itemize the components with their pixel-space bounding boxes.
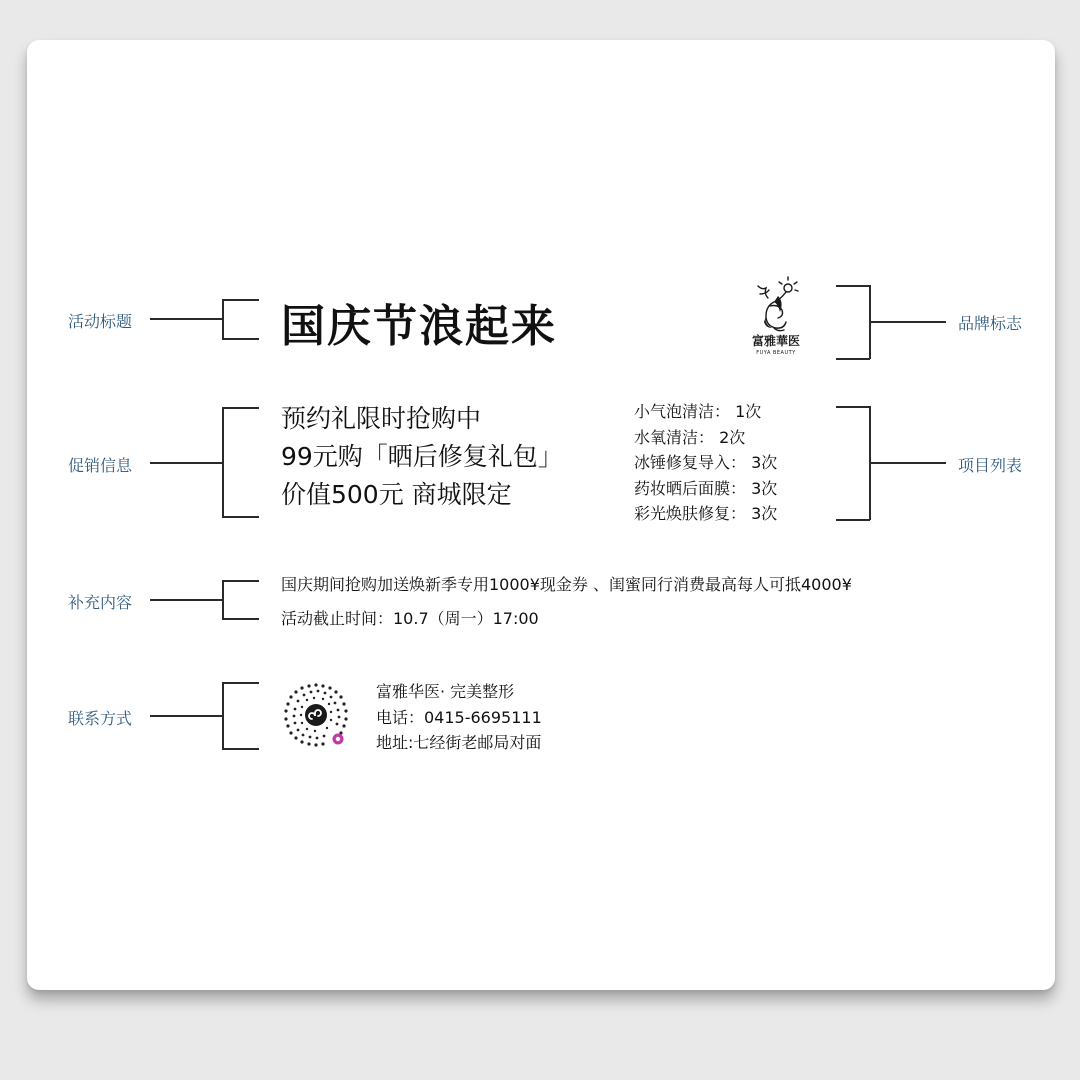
annotation-supplement: 补充内容	[68, 593, 133, 612]
promo-line: 预约礼限时抢购中	[281, 404, 482, 433]
brand-name: 富雅華医	[751, 334, 800, 348]
item-list-entry: 药妆晒后面膜： 3次	[634, 478, 778, 498]
brand-subtitle: FUYA BEAUTY	[756, 350, 796, 356]
promo-line: 99元购「晒后修复礼包」	[281, 442, 563, 471]
brand-emblem-icon	[748, 276, 804, 334]
annotation-activity-title: 活动标题	[68, 312, 133, 331]
promo-info	[281, 400, 563, 514]
annotation-promo-info: 促销信息	[68, 456, 133, 475]
item-list-entry: 彩光焕肤修复： 3次	[634, 504, 778, 523]
contact-address: 地址:七经街老邮局对面	[376, 733, 542, 752]
item-list	[634, 399, 777, 527]
item-list-entry: 冰锤修复导入： 3次	[634, 453, 778, 472]
item-list-entry: 小气泡清洁： 1次	[634, 402, 762, 421]
item-list-entry: 水氧清洁： 2次	[634, 427, 746, 447]
annotation-contact: 联系方式	[68, 709, 133, 728]
activity-title: 国庆节浪起来	[281, 301, 557, 352]
brand-logo	[748, 276, 804, 366]
contact-info	[376, 679, 542, 756]
supplement-line-1: 国庆期间抢购加送焕新季专用1000¥现金券 、闺蜜同行消费最高每人可抵4000¥	[281, 575, 852, 594]
contact-name: 富雅华医· 完美整形	[376, 682, 515, 701]
contact-phone[interactable]: 电话：0415-6695111	[376, 707, 542, 727]
annotation-brand-logo: 品牌标志	[958, 314, 1023, 333]
annotation-item-list: 项目列表	[958, 456, 1023, 475]
mini-program-code-icon[interactable]	[283, 682, 349, 748]
promo-line: 价值500元 商城限定	[281, 480, 512, 509]
supplement-line-2: 活动截止时间：10.7（周一）17:00	[281, 609, 539, 628]
card-background	[27, 40, 1055, 990]
